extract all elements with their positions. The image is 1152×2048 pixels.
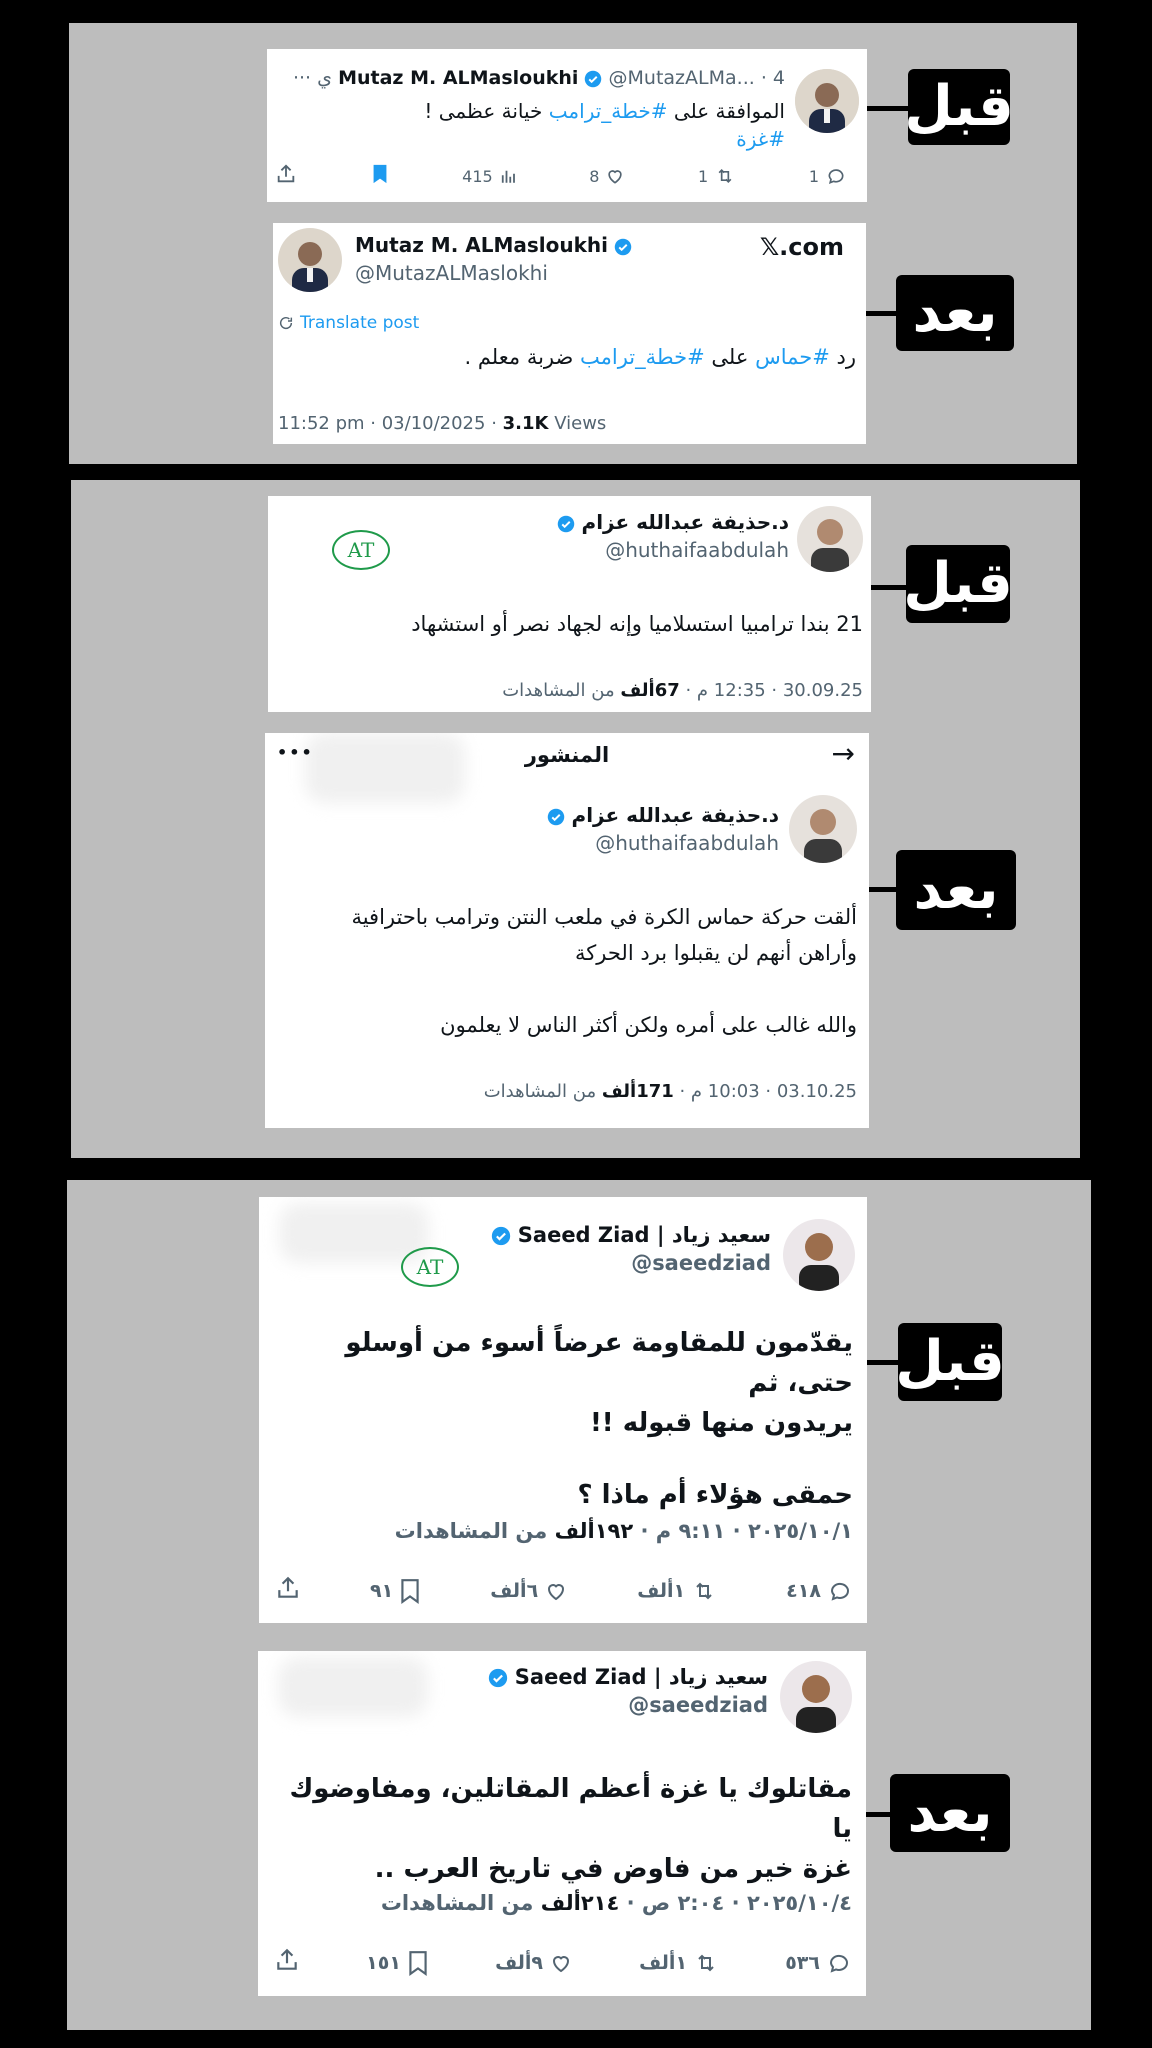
reply-count: ٥٣٦ [785, 1951, 820, 1974]
text-line: والله غالب على أمره ولكن أكثر الناس لا يعلمون [440, 1013, 857, 1037]
tweet-card-6[interactable] [258, 1651, 866, 1996]
heart-icon [549, 1951, 573, 1975]
verified-badge-icon [547, 808, 565, 826]
author-handle[interactable]: @huthaifaabdulah [595, 831, 779, 855]
text-line: يريدون منها قبوله !! [589, 1408, 853, 1438]
verified-badge-icon [491, 1226, 511, 1246]
reply-count: 1 [808, 166, 819, 186]
reply-icon [825, 166, 847, 186]
text-part: رد [829, 345, 856, 369]
after-label: بعد [896, 275, 1014, 351]
post-meta [484, 1081, 857, 1102]
blurred-area [278, 1657, 428, 1717]
like-button[interactable] [490, 1579, 568, 1603]
text-line: يقدّمون للمقاومة عرضاً أسوء من أوسلو حتى، ثم [345, 1328, 853, 1398]
like-count: ٦ألف [490, 1579, 539, 1602]
views-count: 67ألف [620, 680, 680, 701]
tweet-text [272, 1769, 852, 1889]
views-count: 415 [462, 166, 493, 186]
bookmark-count: ٩١ [370, 1579, 394, 1602]
bookmark-icon [399, 1578, 421, 1604]
post-time: · 4 ي [317, 67, 785, 89]
tweet-text [285, 97, 785, 153]
tweet-text [277, 899, 857, 1043]
reply-button[interactable] [785, 1951, 852, 1975]
more-icon[interactable]: ··· [292, 67, 312, 89]
text-line: وأراهن أنهم لن يقبلوا برد الحركة [575, 941, 857, 965]
x-brand-logo: 𝕏.com [759, 233, 844, 261]
repost-button[interactable] [637, 1579, 717, 1603]
reply-icon [827, 1579, 853, 1603]
repost-count: 1 [698, 166, 709, 186]
repost-button[interactable] [698, 166, 736, 186]
reply-icon [826, 1951, 852, 1975]
views-count: ١٩٢ألف [554, 1519, 634, 1543]
translate-link[interactable] [278, 313, 419, 333]
after-label: بعد [896, 850, 1016, 930]
text-line: ألقت حركة حماس الكرة في ملعب النتن وترامب باحترافية [351, 905, 857, 929]
author-handle[interactable]: @MutazALMaslokhi [355, 261, 548, 285]
hashtag-link[interactable]: #خطة_ترامب [548, 99, 668, 123]
more-icon[interactable]: ••• [277, 743, 314, 762]
views-icon [499, 167, 517, 185]
like-count: 8 [589, 166, 600, 186]
reply-button[interactable] [786, 1579, 853, 1603]
author-block [547, 803, 779, 855]
tweet-header [267, 67, 785, 89]
avatar[interactable] [797, 506, 863, 572]
views-label: Views [548, 413, 607, 434]
avatar[interactable] [780, 1661, 852, 1733]
author-name[interactable]: Mutaz M. ALMasloukhi [355, 233, 609, 257]
header-title: المنشور [524, 743, 610, 767]
at-watermark-logo: AT [332, 530, 390, 570]
author-handle[interactable]: @saeedziad [631, 1251, 771, 1275]
like-button[interactable] [495, 1951, 573, 1975]
post-meta [395, 1519, 853, 1543]
author-name[interactable]: سعيد زياد | Saeed Ziad [514, 1665, 768, 1689]
verified-badge-icon [614, 238, 632, 256]
post-meta [502, 680, 863, 701]
at-watermark-logo: AT [401, 1247, 459, 1287]
repost-icon [691, 1579, 717, 1603]
share-icon[interactable] [274, 1947, 300, 1978]
author-handle[interactable]: @saeedziad [628, 1693, 768, 1717]
repost-count: ١ألف [637, 1579, 686, 1602]
before-label: قبل [906, 545, 1010, 623]
bookmark-icon [407, 1950, 429, 1976]
verified-badge-icon [584, 70, 602, 88]
post-timestamp[interactable]: ٢٠٢٥/١٠/١ · ٩:١١ م · [633, 1519, 853, 1543]
avatar[interactable] [789, 795, 857, 863]
tweet-text: 21 بندا ترامبيا استسلاميا وإنه لجهاد نصر أو استشهاد [411, 612, 863, 636]
views-label: من المشاهدات [483, 1081, 602, 1102]
heart-icon [544, 1579, 568, 1603]
views-label: من المشاهدات [394, 1519, 555, 1543]
bookmark-button[interactable] [370, 1578, 421, 1604]
repost-icon [714, 166, 736, 186]
text-line: غزة خير من فاوض في تاريخ العرب .. [374, 1854, 852, 1884]
avatar[interactable] [278, 228, 342, 292]
after-label: بعد [890, 1774, 1010, 1852]
hashtag-link[interactable]: #خطة_ترامب [580, 345, 705, 369]
author-handle[interactable]: @MutazALMa... [608, 67, 755, 89]
repost-count: ١ألف [639, 1951, 688, 1974]
translate-icon [278, 315, 294, 331]
repost-icon [693, 1951, 719, 1975]
label-connector [869, 887, 899, 892]
bookmark-icon[interactable] [370, 163, 390, 189]
action-bar [275, 1575, 853, 1606]
views-label: من المشاهدات [380, 1891, 541, 1915]
like-count: ٩ألف [495, 1951, 543, 1974]
bookmark-count: ١٥١ [366, 1951, 401, 1974]
post-timestamp[interactable]: 03.10.25 · 10:03 م · [673, 1081, 857, 1102]
share-icon[interactable] [275, 163, 297, 189]
author-block [488, 1665, 768, 1717]
tweet-card-3[interactable] [268, 496, 871, 712]
views-count: 3.1K [502, 413, 549, 434]
hashtag-link[interactable]: #غزة [736, 127, 785, 151]
author-name[interactable]: سعيد زياد | Saeed Ziad [517, 1223, 771, 1247]
views-count: 171ألف [601, 1081, 674, 1102]
tweet-card-4[interactable] [265, 733, 869, 1128]
repost-button[interactable] [639, 1951, 719, 1975]
post-meta [278, 413, 606, 434]
text-line: مقاتلوك يا غزة أعظم المقاتلين، ومفاوضوك يا [289, 1774, 852, 1844]
reply-count: ٤١٨ [786, 1579, 821, 1602]
tweet-card-1[interactable] [267, 49, 867, 202]
author-block [355, 233, 632, 285]
post-meta [381, 1891, 852, 1915]
author-handle[interactable]: @huthaifaabdulah [605, 538, 789, 562]
tweet-text [273, 1323, 853, 1515]
text-part: على [704, 345, 756, 369]
text-part: خيانة عظمى ! [424, 99, 549, 123]
avatar[interactable] [783, 1219, 855, 1291]
heart-icon [605, 166, 625, 186]
text-part: ضربة معلم . [464, 345, 581, 369]
views-label: من المشاهدات [502, 680, 621, 701]
verified-badge-icon [488, 1668, 508, 1688]
tweet-card-2[interactable] [273, 223, 866, 444]
action-bar [275, 163, 847, 189]
post-timestamp[interactable]: 11:52 pm · 03/10/2025 · [278, 413, 503, 434]
before-label: قبل [908, 69, 1010, 145]
hashtag-link[interactable]: #حماس [755, 345, 830, 369]
action-bar [274, 1947, 852, 1978]
author-name[interactable]: د.حذيفة عبدالله عزام [581, 510, 789, 534]
author-name[interactable]: Mutaz M. ALMasloukhi [338, 67, 579, 89]
text-line: حمقى هؤلاء أم ماذا ؟ [577, 1480, 853, 1510]
post-timestamp[interactable]: ٢٠٢٥/١٠/٤ · ٢:٠٤ ص · [619, 1891, 852, 1915]
share-icon[interactable] [275, 1575, 301, 1606]
author-name[interactable]: د.حذيفة عبدالله عزام [571, 803, 779, 827]
author-block [491, 1223, 771, 1275]
tweet-text [296, 345, 856, 369]
translate-label: Translate post [300, 313, 420, 333]
before-label: قبل [898, 1323, 1002, 1401]
like-button[interactable] [589, 166, 625, 186]
text-part: الموافقة على [667, 99, 785, 123]
header-back-icon[interactable]: → [831, 737, 855, 770]
verified-badge-icon [557, 515, 575, 533]
post-timestamp[interactable]: 30.09.25 · 12:35 م · [679, 680, 863, 701]
bookmark-button[interactable] [366, 1950, 429, 1976]
tweet-card-5[interactable] [259, 1197, 867, 1623]
reply-button[interactable] [809, 166, 847, 186]
avatar[interactable] [795, 69, 859, 133]
author-block [557, 510, 789, 562]
views-count: ٢١٤ألف [540, 1891, 620, 1915]
views-button[interactable] [462, 167, 517, 186]
